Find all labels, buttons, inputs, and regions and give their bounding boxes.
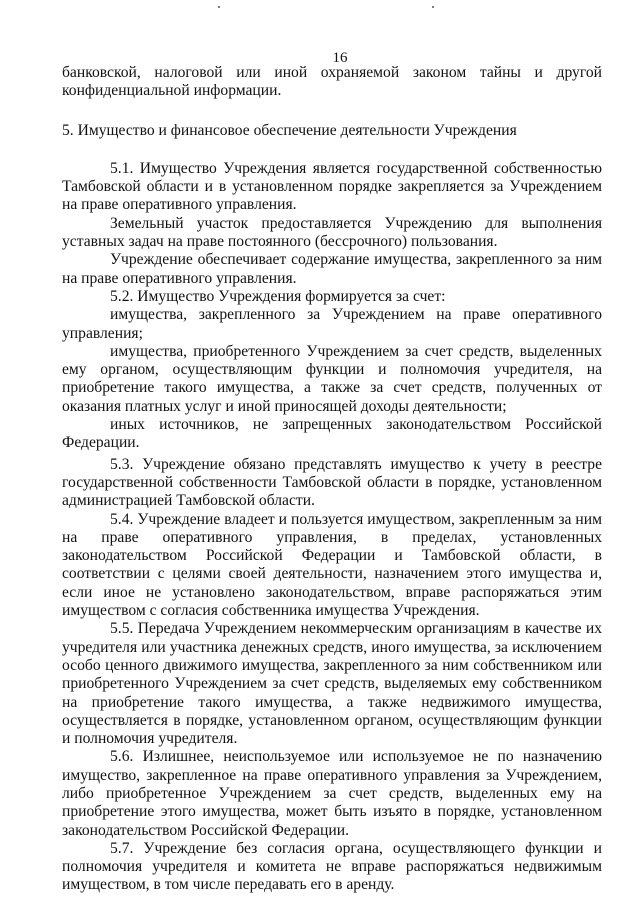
- scan-speck: [218, 6, 220, 8]
- paragraph-5-4: 5.4. Учреждение владеет и пользуется имуществом, закрепленным за ним на праве оперативного управления, в пределах, установленных законодательством Российской Федерации и Тамбовской области, в соответствии с целями своей деятельности, назначением этого имущества и, если иное не установлено законодательством, вправе распоряжаться этим имуществом с согласия собственника имущества Учреждения.: [62, 510, 602, 620]
- list-item-assigned-property: имущества, закрепленного за Учреждением на праве оперативного управления;: [62, 306, 602, 342]
- document-body: [62, 64, 602, 895]
- list-item-acquired-property: имущества, приобретенного Учреждением за счет средств, выделенных ему органом, осуществляющим функции и полномочия учредителя, на приобретение такого имущества, а также за счет средств, полученных от оказания платных услуг и иной приносящей доходы деятельности;: [62, 342, 602, 415]
- paragraph-5-5: 5.5. Передача Учреждением некоммерческим организациям в качестве их учредителя или участника денежных средств, иного имущества, за исключением особо ценного движимого имущества, закрепленного за ним собственником или приобретенного Учреждением за счет средств, выделяемых ему собственником на приобретение такого имущества, а также недвижимого имущества, осуществляется в порядке, установленном органом, осуществляющим функции и полномочия учредителя.: [62, 620, 602, 748]
- paragraph-continuation: банковской, налоговой или иной охраняемой законом тайны и другой конфиденциальной информации.: [62, 64, 602, 100]
- page-number: 16: [332, 50, 348, 66]
- paragraph-5-2: 5.2. Имущество Учреждения формируется за счет:: [110, 287, 446, 305]
- scan-speck: [432, 6, 434, 8]
- paragraph-maintenance: Учреждение обеспечивает содержание имущества, закрепленного за ним на праве оперативного управления.: [62, 251, 602, 287]
- paragraph-5-1: 5.1. Имущество Учреждения является государственной собственностью Тамбовской области и в установленном порядке закрепляется за Учреждением на праве оперативного управления.: [62, 159, 602, 214]
- paragraph-5-6: 5.6. Излишнее, неиспользуемое или используемое не по назначению имущество, закрепленное на праве оперативного управления за Учреждением, либо приобретенное Учреждением за счет средств, выделенных ему на приобретение этого имущества, может быть изъято в порядке, установленном законодательством Российской Федерации.: [62, 748, 602, 839]
- paragraph-5-7: 5.7. Учреждение без согласия органа, осуществляющего функции и полномочия учредителя и комитета не вправе распоряжаться недвижимым имуществом, в том числе передавать его в аренду.: [62, 839, 602, 894]
- list-item-other-sources: иных источников, не запрещенных законодательством Российской Федерации.: [62, 416, 602, 452]
- paragraph-5-3: 5.3. Учреждение обязано представлять имущество к учету в реестре государственной собственности Тамбовской области в порядке, установленном администрацией Тамбовской области.: [62, 455, 602, 510]
- section-heading: 5. Имущество и финансовое обеспечение деятельности Учреждения: [62, 121, 517, 139]
- paragraph-land-plot: Земельный участок предоставляется Учреждению для выполнения уставных задач на праве постоянного (бессрочного) пользования.: [62, 214, 602, 251]
